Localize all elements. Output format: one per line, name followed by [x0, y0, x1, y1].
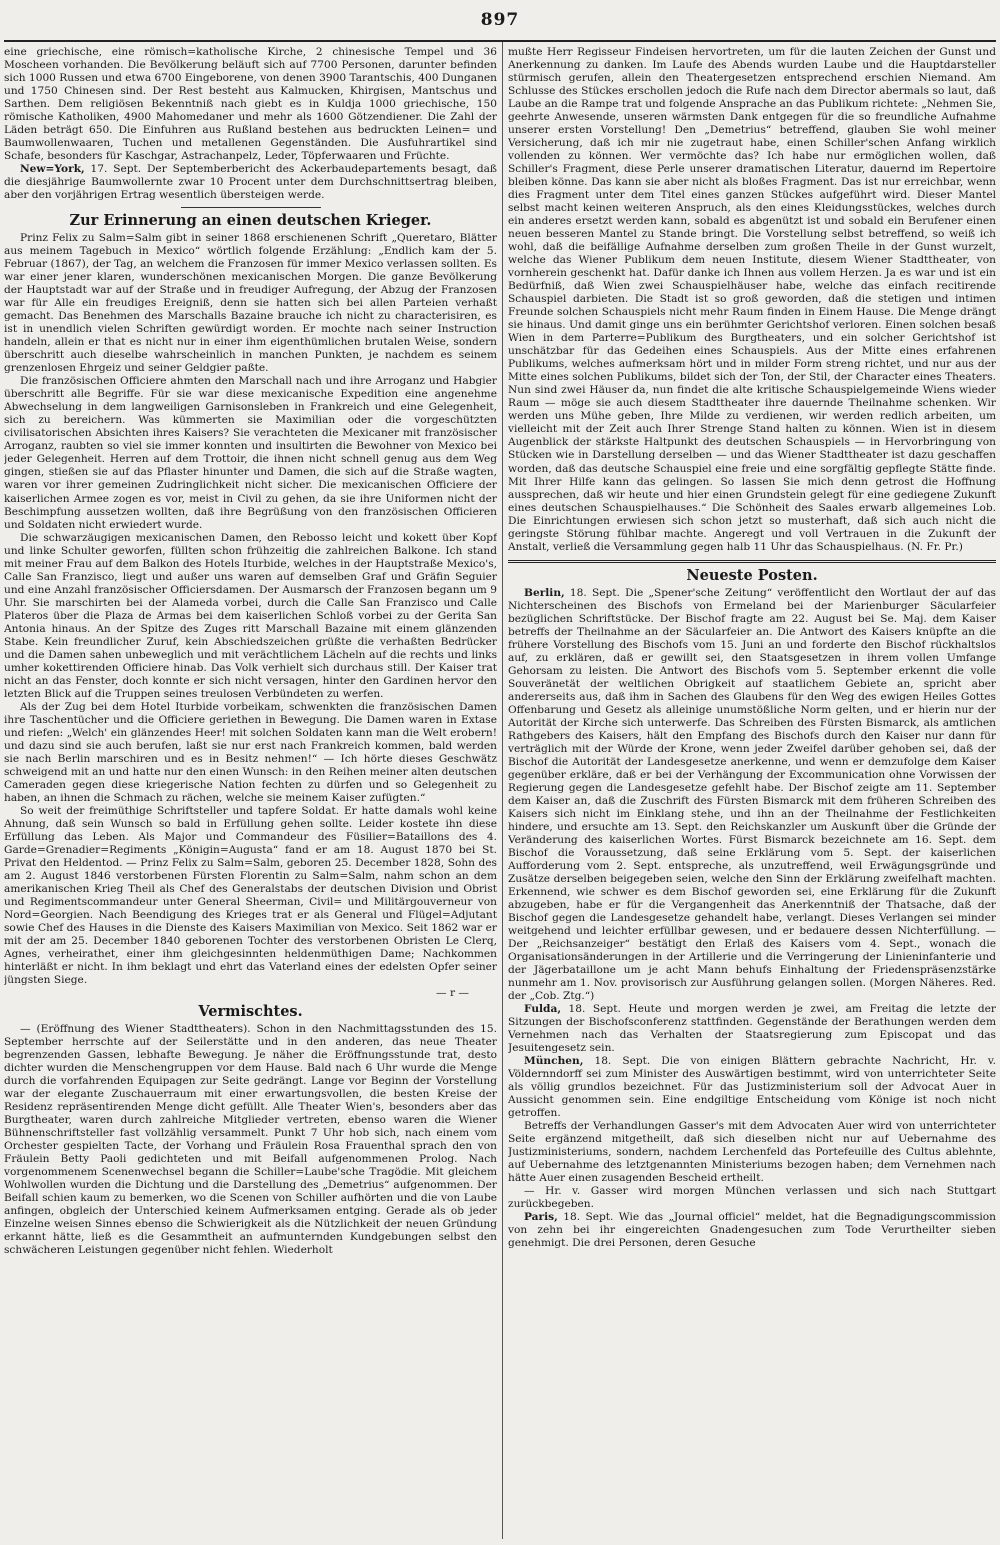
muenchen-article	[508, 1055, 996, 1120]
heading-posten: Neueste Posten.	[686, 566, 818, 584]
header-rule	[4, 40, 996, 42]
berlin-text: 18. Sept. Die „Spener'sche Zeitung“ veröffentlicht den Wortlaut der auf das Nichterscheinen des Bischofs von Ermeland bei der Marienburger Säcularfeier bezüglichen Schriftstücke. Der Bischof fragte am 22. August bei Se. Maj. dem Kaiser betreffs der Theilnahme an der Säcularfeier an. Die Antwort des Kaisers knüpfte an die frühere Vorstellung des Bischofs vom 15. Juni an und forderte den Bischof rückhaltslos auf, zu erklären, daß er gewillt sei, den Staatsgesetzen in ihrem vollen Umfange Gehorsam zu leisten. Die Antwort des Bischofs vom 5. September erkennt die volle Souveränetät der weltlichen Obrigkeit auf staatlichem Gebiete an, spricht aber andererseits aus, daß ihm in Sachen des Glaubens für den Weg des ewigen Heiles Gottes Offenbarung und Gesetz als alleinige unumstößliche Norm gelten, und er hierin nur der Autorität der Kirche sich unterwerfe. Das Schreiben des Fürsten Bismarck, als amtlichen Rathgebers des Kaisers, hält den Empfang des Bischofs durch den Kaiser nur dann für verträglich mit der Würde der Krone, wenn jeder Zweifel darüber gehoben sei, daß der Bischof die Autorität der Landesgesetze anerkenne, und wenn er demzufolge dem Kaiser gegenüber erkläre, daß er bei der Verhängung der Excommunication ohne Vorwissen der Regierung gegen die Landesgesetze gefehlt habe. Der Bischof zeigte am 11. September dem Kaiser an, daß die Zuschrift des Fürsten Bismarck mit dem früheren Schreiben des Kaisers sich nicht im Einklang stehe, und ihn an der Theilnahme der Festlichkeiten hindere, und ersuchte am 13. Sept. den Reichskanzler um Auskunft über die Gründe der Veränderung des kaiserlichen Wortes. Fürst Bismarck bezeichnete am 16. Sept. dem Bischof die Voraussetzung, daß seine Erklärung vom 5. Sept. der kaiserlichen Aufforderung vom 2. Sept. entspreche, als unzutreffend, weil Erwägungsgründe und Zusätze derselben beigegeben seien, welche den Sinn der Erklärung zweifelhaft machten. Erkennend, wie schwer es dem Bischof geworden sei, eine Erklärung für die Zukunft abzugeben, habe er für die Vergangenheit das Anerkenntniß der Thatsache, daß der Bischof gegen die Landesgesetze gehandelt habe, verlangt. Dieses Verlangen sei minder weitgehend und leichter erfüllbar gewesen, und er bedauere dessen Nichterfüllung. — Der „Reichsanzeiger“ bestätigt den Erlaß des Kaisers vom 4. Sept., wonach die Organisationsänderungen in der Artillerie und die Verringerung der Linieninfanterie und der Jägerbataillone um je acht Mann behufs Einhaltung der Friedenspräsenzstärke nunmehr am 1. Nov. provisorisch zur Ausführung gelangen sollen. (Morgen Näheres. Red. der „Cob. Ztg.“)	[508, 586, 996, 1003]
newyork-dateline: New=York,	[20, 163, 85, 176]
krieger-paragraph-5: So weit der freimüthige Schriftsteller und tapfere Soldat. Er hatte damals wohl keine Ahnung, daß sein Wunsch so bald in Erfüllung gehen sollte. Leider kostete ihn diese Erfüllung das Leben. Als Major und Commandeur des Füsilier=Bataillons des 4. Garde=Grenadier=Regiments „Königin=Augusta“ fand er am 18. August 1870 bei St. Privat den Heldentod. — Prinz Felix zu Salm=Salm, geboren 25. December 1828, Sohn des am 2. August 1846 verstorbenen Fürsten Florentin zu Salm=Salm, nahm schon an dem amerikanischen Krieg Theil als Chef des Generalstabs der deutschen Division und Obrist und Regimentscommandeur unter General Sheerman, Civil= und Militärgouverneur von Nord=Georgien. Nach Beendigung des Krieges trat er als General und Flügel=Adjutant sowie Chef des Hauses in die Dienste des Kaisers Maximilian von Mexico. Seit 1862 war er mit der am 25. December 1840 geborenen Tochter des verstorbenen Obristen Le Clerq, Agnes, verheirathet, einer ihm gleichgesinnten heldenmüthigen Dame; Nachkommen hinterläßt er nicht. In ihm beklagt und ehrt das Vaterland eines der edelsten Opfer seiner jüngsten Siege.	[4, 804, 497, 987]
kuldja-article: eine griechische, eine römisch=katholische Kirche, 2 chinesische Tempel und 36 Moscheen vorhanden. Die Bevölkerung beläuft sich auf 7700 Personen, darunter befinden sich 1000 Russen und etwa 6700 Eingeborene, von denen 3900 Tarantschis, 400 Dunganen und 1750 Chinesen sind. Der Rest besteht aus Kalmucken, Khirgisen, Mantschus und Sarthen. Dem religiösen Bekenntniß nach giebt es in Kuldja 1000 griechische, 150 römische Katholiken, 4900 Mahomedaner und mehr als 1600 Götzendiener. Die Zahl der Läden beträgt 650. Die Einfuhren aus Rußland bestehen aus bedruckten Leinen= und Baumwollenwaaren, Tuchen und metallenen Gegenständen. Die Ausfuhrartikel sind Schafe, besonders für Kaschgar, Astrachanpelz, Leder, Töpferwaaren und Früchte.	[4, 46, 497, 163]
paris-text: 18. Sept. Wie das „Journal officiel“ meldet, hat die Begnadigungscommission von zehn bei ihr eingereichten Gnadengesuchen zum Tode Verurtheilter sieben genehmigt. Die drei Personen, deren Gesuche	[508, 1211, 996, 1250]
column-divider	[502, 42, 503, 1539]
krieger-paragraph-2: Die französischen Officiere ahmten den Marschall nach und ihre Arroganz und Habgier überschritt alle Begriffe. Für sie war diese mexicanische Expedition eine angenehme Abwechselung in dem langweiligen Garnisonsleben in Frankreich und eine Gelegenheit, sich zu bereichern. Was kümmerten sie Maximilian oder die vorgeschützten civilisatorischen Absichten ihres Kaisers? Sie verachteten die Mexicaner mit französischer Arroganz, raubten so viel sie immer konnten und insultirten die Bewohner von Mexico bei jeder Gelegenheit. Herren auf dem Trottoir, die ihnen nicht schnell genug aus dem Weg gingen, stießen sie auf das Pflaster hinunter und Damen, die sich auf die Straße wagten, waren vor ihrer gemeinen Zudringlichkeit nicht sicher. Die mexicanischen Officiere der kaiserlichen Armee zogen es vor, meist in Civil zu gehen, da sie ihre Uniformen nicht der Beschimpfung aussetzen wollten, daß ihre Begrüßung von den französischen Officieren und Soldaten nicht erwiedert wurde.	[4, 375, 497, 531]
muenchen-dateline: München,	[524, 1055, 584, 1068]
page-number: 897	[480, 10, 520, 30]
krieger-paragraph-4: Als der Zug bei dem Hotel Iturbide vorbeikam, schwenkten die französischen Damen ihre Taschentücher und die Officiere geriethen in Bewegung. Die Damen waren in Extase und riefen: „Welch' ein glänzendes Heer! mit solchen Soldaten kann man die Welt erobern! und dazu sind sie auch berufen, laßt sie nur erst nach Frankreich kommen, bald werden sie nach Berlin marschiren und es in Besitz nehmen!“ — Ich hörte dieses Geschwätz schweigend mit an und hatte nur den einen Wunsch: in den Reihen meiner alten deutschen Cameraden gegen diese kriegerische Nation fechten zu dürfen und so Gelegenheit zu haben, an ihnen die Schmach zu rächen, welche sie meinem Kaiser zufügten.“	[4, 700, 497, 804]
berlin-article	[508, 587, 996, 1004]
paris-dateline: Paris,	[524, 1211, 558, 1224]
theater-continued: mußte Herr Regisseur Findeisen hervortreten, um für die lauten Zeichen der Gunst und Anerkennung zu danken. Im Laufe des Abends wurden Laube und die Hauptdarsteller stürmisch gerufen, allein den Theatergesetzen entsprechend erschien Niemand. Am Schlusse des Stückes erschollen jedoch die Rufe nach dem Director abermals so laut, daß Laube an die Rampe trat und folgende Ansprache an das Publikum richtete: „Nehmen Sie, geehrte Anwesende, unseren wärmsten Dank entgegen für die so freundliche Aufnahme unserer ersten Vorstellung! Den „Demetrius“ betreffend, glauben Sie wohl meiner Versicherung, daß ich mir nie zugetraut habe, einen Schiller'schen Anfang wirklich vollenden zu können. Wer vermöchte das? Ich habe nur ermöglichen wollen, daß Schiller's Fragment, diese Perle unserer dramatischen Literatur, dauernd im Repertoire bleiben könne. Das kann sie aber nicht als bloßes Fragment. Das ist nur erreichbar, wenn dies Fragment unter dem Titel eines ganzen Stückes aufgeführt wird. Dieser Mantel selbst macht keinen weiteren Anspruch, als den eines Kleidungsstückes, welches durch ein anderes ersetzt werden kann, sobald es abgenützt ist und sobald ein Berufener einen neuen besseren Mantel zu Stande bringt. Die Vorstellung selbst betreffend, so weiß ich wohl, daß die beifällige Aufnahme derselben zum großen Theile in der Gunst wurzelt, welche das Wiener Publikum dem neuen Institute, diesem Wiener Stadttheater, von vornherein geschenkt hat. Dafür danke ich Ihnen aus vollem Herzen. Ja es war und ist ein Bedürfniß, daß Wien zwei Schauspielhäuser habe, welche das einfach recitirende Schauspiel darbieten. Die Stadt ist so groß geworden, daß die stetigen und intimen Freunde solchen Schauspiels nicht mehr Raum finden in Einem Hause. Die Menge drängt sie hinaus. Und damit ginge uns ein berühmter Gerichtshof verloren. Einen solchen besaß Wien in dem Parterre=Publikum des Burgtheaters, und ein solcher Gerichtshof ist unschätzbar für das Gedeihen eines Schauspiels. Aus der Mitte eines erfahrenen Publikums, welches aufmerksam hört und in milder Form streng richtet, und nur aus der Mitte eines solchen Publikums, bildet sich der Ton, der Stil, der Character eines Theaters. Nun sind zwei Häuser da, nun findet die alte kritische Schauspielgemeinde Wiens wieder Raum — möge sie auch diesem Stadttheater ihre dauernde Theilnahme schenken. Wir werden uns Mühe geben, Ihre Milde zu verdienen, wir werden redlich arbeiten, um vielleicht mit der Zeit auch Ihrer Strenge Stand halten zu können. Wien ist in diesem Augenblick der stärkste Haltpunkt des deutschen Schauspiels — in Hervorbringung von Stücken wie in Darstellung derselben — und das Wiener Stadttheater ist dazu geschaffen worden, daß das deutsche Schauspiel eine freie und eine sorgfältig gepflegte Stätte finde. Mit Ihrer Hilfe kann das gelingen. So lassen Sie mich denn getrost die Hoffnung aussprechen, daß wir heute und hier einen Grundstein gelegt für eine gediegene Zukunft eines deutschen Schauspielhauses.“ Die Schönheit des Saales erwarb allgemeines Lob. Die Einrichtungen erwiesen sich schon jetzt so musterhaft, daß sich auch nicht die geringste Störung fühlbar machte. Angeregt und voll Vertrauen in die Zukunft der Anstalt, verließ die Versammlung gegen halb 11 Uhr das Schauspielhaus. (N. Fr. Pr.)	[508, 46, 996, 553]
muenchen-text: 18. Sept. Die von einigen Blättern gebrachte Nachricht, Hr. v. Völdernndorff sei zum Minister des Auswärtigen bestimmt, wird von unterrichteter Seite als völlig grundlos bezeichnet. Für das Justizministerium soll der Advocat Auer in Aussicht genommen sein. Eine endgiltige Entscheidung vom Könige ist noch nicht getroffen.	[508, 1055, 996, 1120]
krieger-paragraph-3: Die schwarzäugigen mexicanischen Damen, den Rebosso leicht und kokett über Kopf und linke Schulter geworfen, füllten schon frühzeitig die zahlreichen Balkone. Ich stand mit meiner Frau auf dem Balkon des Hotels Iturbide, welches in der Hauptstraße Mexico's, Calle San Franzisco, liegt und außer uns waren auf demselben Graf und Gräfin Seguier und eine Anzahl französischer Officiersdamen. Der Ausmarsch der Franzosen begann um 9 Uhr. Sie marschirten bei der Alameda vorbei, durch die Calle San Franzisco und Calle Plateros über die Plaza de Armas bei dem kaiserlichen Schloß vorbei zu der Gerita San Antonia hinaus. An der Spitze des Zuges ritt Marschall Bazaine mit einem glänzenden Stabe. Kein freundlicher Zuruf, kein Abschiedszeichen grüßte die verhaßten Bedrücker und die Damen sahen unbeweglich und mit verächtlichem Lächeln auf die rechts und links umher kokettirenden Officiere hinab. Das Volk verhielt sich durchaus still. Der Kaiser trat nicht an das Fenster, doch konnte er sich nicht versagen, hinter den Gardinen hervor den letzten Blick auf die Truppen seines treulosen Verbündeten zu werfen.	[4, 531, 497, 700]
vermischtes-paragraph: — (Eröffnung des Wiener Stadttheaters). Schon in den Nachmittagsstunden des 15. September herrschte auf der Seilerstätte und in den anderen, das neue Theater begrenzenden Gassen, lebhafte Bewegung. Je näher die Eröffnungsstunde trat, desto dichter wurden die Menschengruppen vor dem Hause. Bald nach 6 Uhr wurde die Menge durch die vorfahrenden Equipagen zur Seite gedrängt. Lange vor Beginn der Vorstellung war der elegante Zuschauerraum mit einer erwartungsvollen, die besten Kreise der Residenz repräsentirenden Menge dicht gefüllt. Alle Theater Wien's, besonders aber das Burgtheater, waren durch zahlreiche Mitglieder vertreten, ebenso waren die Wiener Bühnenschriftsteller fast vollzählig versammelt. Punkt 7 Uhr hob sich, nach einem vom Orchester gespielten Tacte, der Vorhang und Fräulein Rosa Frauenthal sprach den von Fräulein Betty Paoli gedichteten und mit Beifall aufgenommenen Prolog. Nach vorgenommenem Scenenwechsel begann die Schiller=Laube'sche Tragödie. Mit gleichem Wohlwollen wurden die Dichtung und die Darstellung des „Demetrius“ aufgenommen. Der Beifall schien kaum zu bemerken, wo die Scenen von Schiller aufhörten und die von Laube anfingen, obgleich der Unterschied keinem Aufmerksamen entging. Gerade als ob jeder Einzelne weisen Sinnes ebenso die Schwierigkeit als die Nützlichkeit der neuen Gründung erkannt hätte, ließ es die Gesammtheit an aufmunternden Kundgebungen selbst den schwächeren Leistungen gegenüber nicht fehlen. Wiederholt	[4, 1023, 497, 1257]
berlin-dateline: Berlin,	[524, 586, 565, 599]
newyork-text: 17. Sept. Der Septemberbericht des Ackerbaudepartements besagt, daß die diesjährige Baumwollernte zwar 10 Procent unter dem Durchschnittsertrag bleiben, aber den vorjährigen Ertrag wesentlich übersteigen werde.	[4, 163, 497, 202]
section-rule-double	[508, 560, 996, 563]
fulda-text: 18. Sept. Heute und morgen werden je zwei, am Freitag die letzte der Sitzungen der Bischofsconferenz stattfinden. Gegenstände der Berathungen werden dem Vernehmen nach das Verhalten der Staatsregierung zum Episcopat und das Jesuitengesetz sein.	[508, 1003, 996, 1055]
left-column	[4, 46, 497, 1541]
paris-article	[508, 1211, 996, 1250]
krieger-paragraph-1: Prinz Felix zu Salm=Salm gibt in seiner 1868 erschienenen Schrift „Queretaro, Blätter aus meinem Tagebuch in Mexico“ wörtlich folgende Erzählung: „Endlich kam der 5. Februar (1867), der Tag, an welchem die Franzosen für immer Mexico verlassen sollten. Es war einer jener klaren, wunderschönen mexicanischen Morgen. Die ganze Bevölkerung der Hauptstadt war auf der Straße und in freudiger Aufregung, der Abzug der Franzosen war für Alle ein freudiges Ereigniß, denn sie hatten sich bei allen Parteien verhaßt gemacht. Das Benehmen des Marschalls Bazaine brauche ich nicht zu characterisiren, es ist in unendlich vielen Schriften gewürdigt worden. Er mochte nach seiner Instruction handeln, allein er that es nicht nur in einer ihm eigenthümlichen brutalen Weise, sondern überschritt auch dieselbe wahrscheinlich in manchen Punkten, je nachdem es seinem grenzenlosen Ehrgeiz und seiner Geldgier paßte.	[4, 232, 497, 375]
muenchen-paragraph-3: — Hr. v. Gasser wird morgen München verlassen und sich nach Stuttgart zurückbegeben.	[508, 1185, 996, 1211]
right-column	[508, 46, 996, 1541]
muenchen-paragraph-2: Betreffs der Verhandlungen Gasser's mit dem Advocaten Auer wird von unterrichteter Seite ergänzend mitgetheilt, daß sich dieselben nicht nur auf Uebernahme des Justizministeriums, sondern, nachdem Lerchenfeld das Portefeuille des Cultus ablehnte, auf Uebernahme des letztgenannten Ministeriums bezogen haben; dem Vernehmen nach hätte Auer einen zusagenden Bescheid ertheilt.	[508, 1120, 996, 1185]
fulda-article	[508, 1003, 996, 1055]
heading-vermischtes: Vermischtes.	[198, 1003, 303, 1021]
section-rule	[181, 207, 321, 208]
newyork-article	[4, 163, 497, 202]
fulda-dateline: Fulda,	[524, 1003, 562, 1016]
krieger-signoff: — r —	[436, 987, 469, 1000]
heading-krieger: Zur Erinnerung an einen deutschen Krieger.	[69, 212, 432, 230]
